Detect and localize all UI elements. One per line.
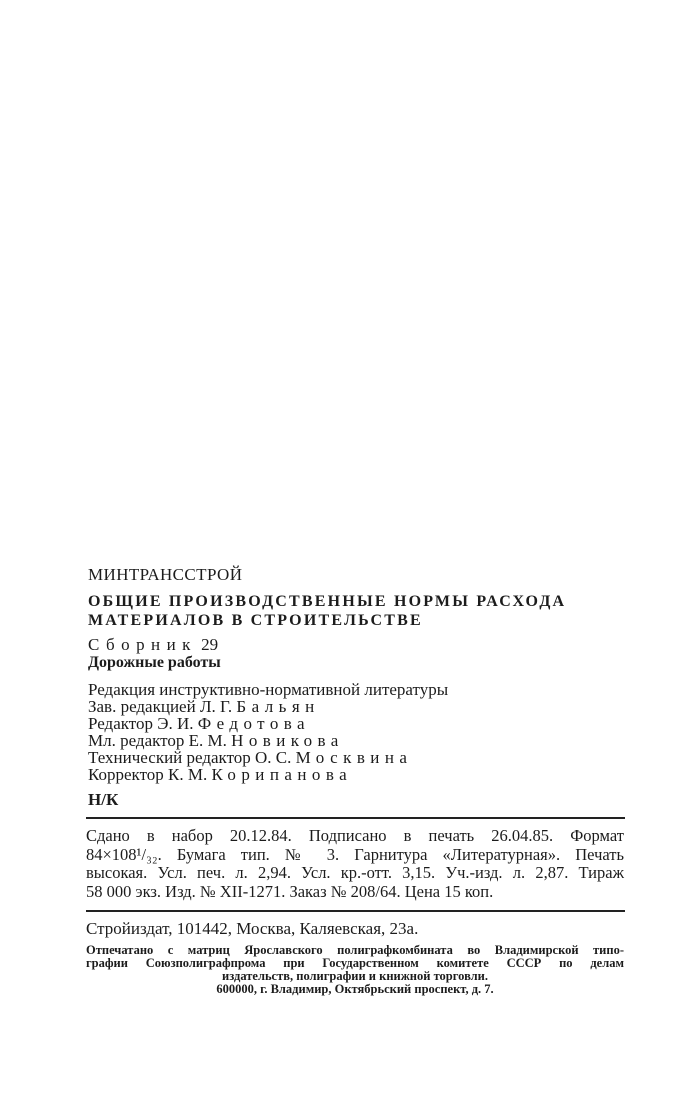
collection-label: Сборник (88, 635, 197, 654)
credit-line (88, 732, 448, 749)
printer-note (86, 944, 624, 996)
collection-number: 29 (201, 635, 219, 654)
credit-line (88, 766, 448, 783)
credit-role: Редактор Э. И. (88, 714, 194, 733)
printer-line: графии Союзполиграфпрома при Государственном комитете СССР по делам (86, 956, 624, 970)
book-title-line-2: МАТЕРИАЛОВ В СТРОИТЕЛЬСТВЕ (88, 612, 423, 629)
printer-line: Отпечатано с матриц Ярославского полиграфкомбината во Владимирской типо- (86, 943, 624, 957)
credit-name: Бальян (236, 697, 320, 716)
credit-role: Корректор К. М. (88, 765, 208, 784)
credit-line (88, 698, 448, 715)
credit-name: Москвина (295, 748, 413, 767)
credit-name: Корипанова (211, 765, 353, 784)
imprint-line: Сдано в набор 20.12.84. Подписано в печать 26.04.85. Формат (86, 826, 624, 845)
credit-line (88, 715, 448, 732)
credit-name: Федотова (197, 714, 311, 733)
book-title-line-1: ОБЩИЕ ПРОИЗВОДСТВЕННЫЕ НОРМЫ РАСХОДА (88, 593, 567, 610)
credit-role: Технический редактор О. С. (88, 748, 292, 767)
ministry-name: МИНТРАНССТРОЙ (88, 565, 243, 584)
credit-name: Новикова (231, 731, 344, 750)
divider-rule (86, 910, 625, 912)
credit-role: Зав. редакцией Л. Г. (88, 697, 233, 716)
imprint-paragraph (86, 827, 624, 902)
printer-line: издательств, полиграфии и книжной торговли. (222, 969, 488, 983)
imprint-line: высокая. Усл. печ. л. 2,94. Усл. кр.-отт. 3,15. Уч.-изд. л. 2,87. Тираж (86, 863, 624, 883)
imprint-line: 58 000 экз. Изд. № XII-1271. Заказ № 208/64. Цена 15 коп. (86, 882, 494, 902)
printer-address: 600000, г. Владимир, Октябрьский проспект, д. 7. (216, 982, 494, 996)
edition-department: Редакция инструктивно-нормативной литературы (88, 680, 449, 699)
imprint-line: 84×108¹/₃₂. Бумага тип. № 3. Гарнитура «Литературная». Печать (86, 844, 624, 864)
collection-subtitle: Дорожные работы (88, 654, 221, 671)
publisher-address: Стройиздат, 101442, Москва, Каляевская, 23а. (86, 919, 419, 938)
credits-block (88, 681, 448, 783)
credit-line (88, 749, 448, 766)
classification-code: Н/К (88, 790, 119, 809)
divider-rule (86, 817, 625, 819)
credit-role: Мл. редактор Е. М. (88, 731, 227, 750)
collection-heading (88, 635, 218, 655)
